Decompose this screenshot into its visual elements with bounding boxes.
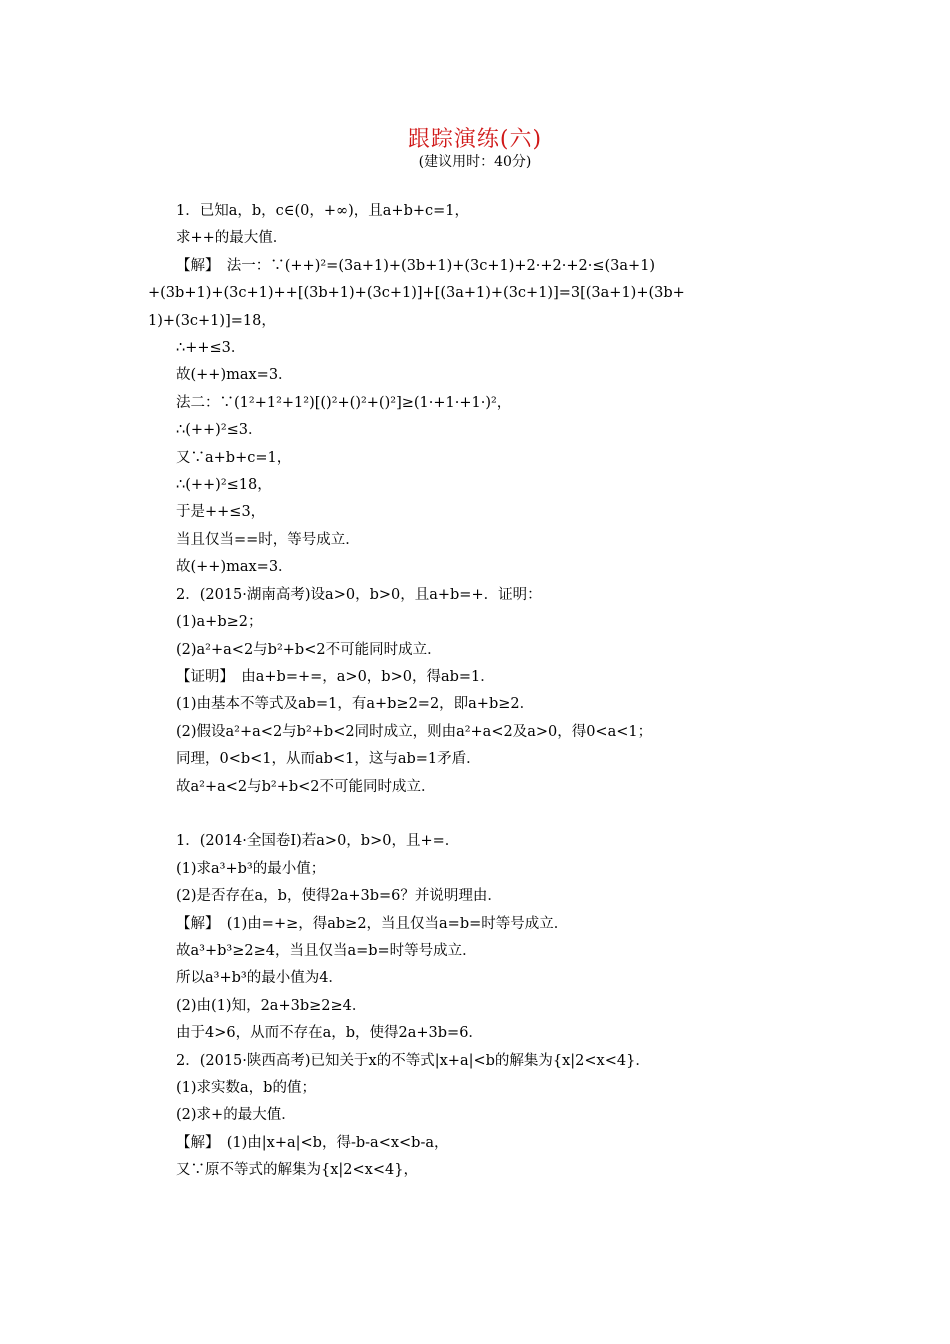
text-line: ∴(++)²≤18， xyxy=(176,477,272,494)
text-line: ∴++≤3． xyxy=(176,340,246,357)
text-line: (1)a+b≥2； xyxy=(176,614,263,631)
text-line: 故a²+a<2与b²+b<2不可能同时成立． xyxy=(176,778,436,795)
text-line: 于是++≤3， xyxy=(176,504,266,521)
text-line: (2)a²+a<2与b²+b<2不可能同时成立． xyxy=(176,641,442,658)
text-line: 求++的最大值． xyxy=(176,230,288,247)
text-line: 所以a³+b³的最小值为4． xyxy=(176,970,343,987)
text-line: 故(++)max=3． xyxy=(176,559,293,576)
text-line: 1．(2014·全国卷Ⅰ)若a>0，b>0，且+=． xyxy=(176,833,460,850)
text-line: 法二：∵(1²+1²+1²)[()²+()²+()²]≥(1·+1·+1·)²， xyxy=(176,394,512,411)
text-line: 【证明】 由a+b=+=，a>0，b>0，得ab=1． xyxy=(176,668,495,685)
text-line: ∴(++)²≤3． xyxy=(176,422,263,439)
text-line: 1)+(3c+1)]=18， xyxy=(148,312,276,329)
text-line: 由于4>6，从而不存在a，b，使得2a+3b=6． xyxy=(176,1025,483,1042)
text-line: (1)求a³+b³的最小值； xyxy=(176,860,326,877)
text-line: 故a³+b³≥2≥4，当且仅当a=b=时等号成立． xyxy=(176,942,477,959)
text-line: (2)假设a²+a<2与b²+b<2同时成立，则由a²+a<2及a>0，得0<a<1； xyxy=(176,723,653,740)
document-body xyxy=(148,198,808,1185)
text-line: 又∵a+b+c=1， xyxy=(176,449,292,466)
text-line: 当且仅当==时，等号成立． xyxy=(176,531,360,548)
text-line: 【解】 (1)由|x+a|<b，得-b-a<x<b-a， xyxy=(176,1134,449,1151)
text-line: 1．已知a，b，c∈(0，+∞)，且a+b+c=1， xyxy=(176,203,469,219)
text-line: 又∵原不等式的解集为{x|2<x<4}， xyxy=(176,1162,418,1179)
page-title: 跟踪演练(六) xyxy=(407,127,543,152)
page-subtitle: (建议用时：40分) xyxy=(418,154,532,170)
section-gap xyxy=(148,801,808,828)
text-line: (2)由(1)知，2a+3b≥2≥4． xyxy=(176,997,367,1014)
text-line: (1)由基本不等式及ab=1，有a+b≥2=2，即a+b≥2． xyxy=(176,696,535,713)
text-line: 【解】 (1)由=+≥，得ab≥2，当且仅当a=b=时等号成立． xyxy=(176,915,569,932)
text-line: 2．(2015·湖南高考)设a>0，b>0，且a+b=+．证明： xyxy=(176,586,542,603)
text-line: (1)求实数a，b的值； xyxy=(176,1079,316,1096)
text-line: (2)是否存在a，b，使得2a+3b=6？并说明理由． xyxy=(176,888,502,905)
text-line: 2．(2015·陕西高考)已知关于x的不等式|x+a|<b的解集为{x|2<x<4}． xyxy=(176,1052,650,1069)
text-line: 同理，0<b<1，从而ab<1，这与ab=1矛盾． xyxy=(176,751,481,768)
text-line: 故(++)max=3． xyxy=(176,367,293,384)
text-line: +(3b+1)+(3c+1)++[(3b+1)+(3c+1)]+[(3a+1)+(3c+1)]=3[(3a+1)+(3b+ xyxy=(148,285,685,302)
text-line: 【解】 法一：∵(++)²=(3a+1)+(3b+1)+(3c+1)+2·+2·+2·≤(3a+1) xyxy=(176,257,656,274)
text-line: (2)求+的最大值． xyxy=(176,1107,296,1124)
